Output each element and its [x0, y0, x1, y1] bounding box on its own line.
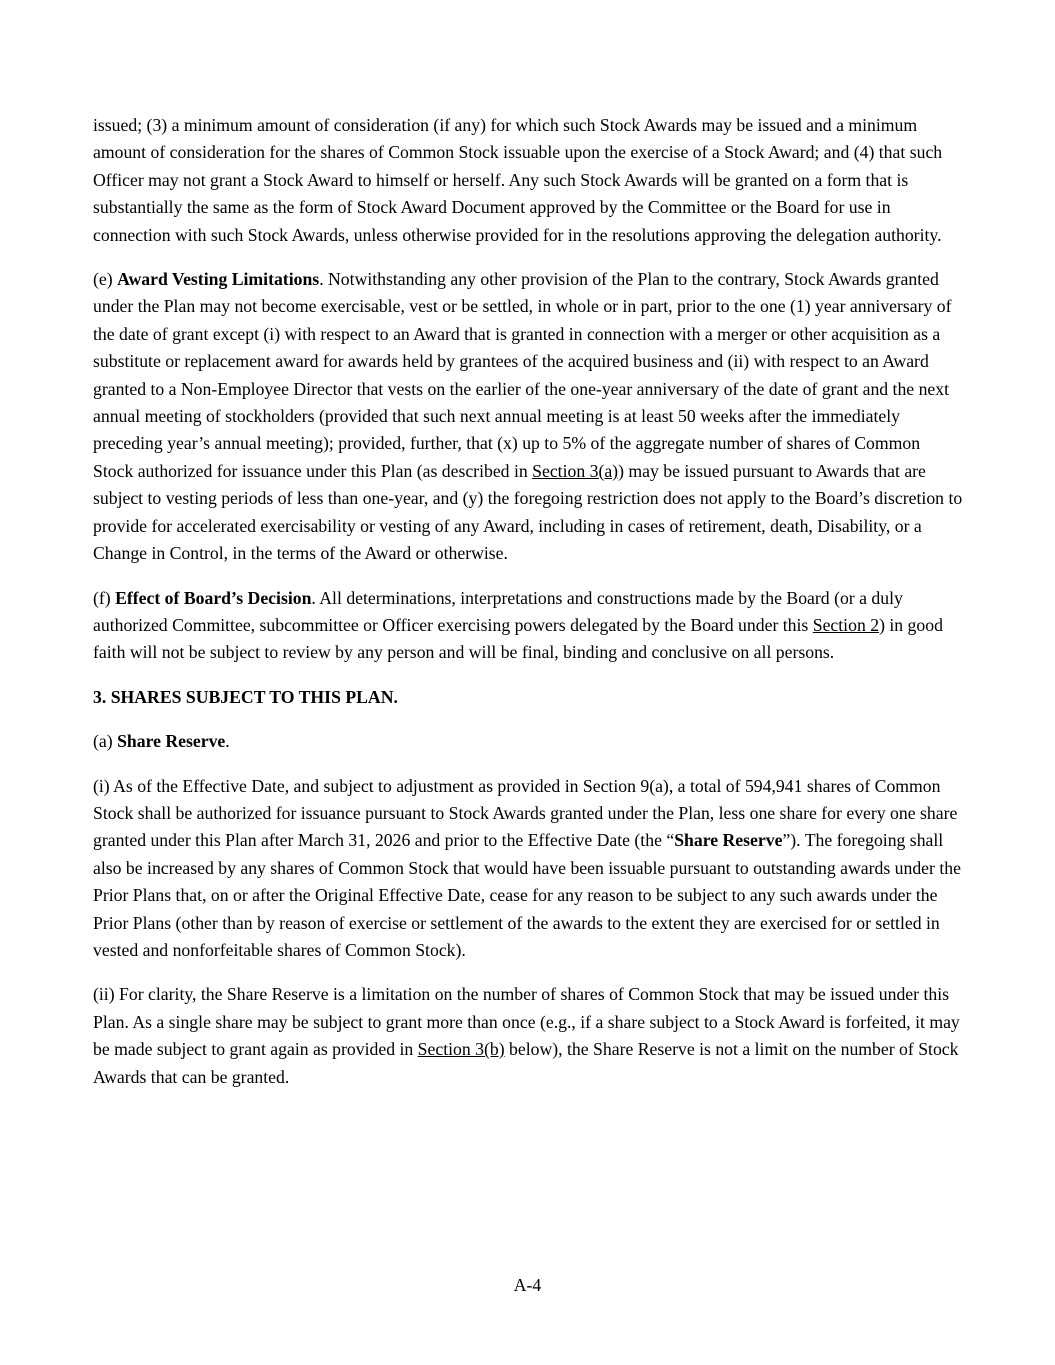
paragraph-text: ) may be issued pursuant to Awards that are subject to vesting periods of less than one-year, and (y) the foregoing restriction does not apply to the Board’s discretion to provide for accelerated exercisability or vesting of any Award, including in cases of retirement, death, Disability, or a Change in Control, in the terms of the Award or otherwise.: [93, 460, 963, 564]
paragraph-share-reserve-i: [93, 773, 963, 965]
clause-label: (a): [93, 731, 118, 752]
document-body: [93, 112, 963, 1108]
page-number: A-4: [513, 1275, 542, 1295]
heading-text: 3. SHARES SUBJECT TO THIS PLAN.: [93, 686, 398, 707]
paragraph-officer-stock-awards: [93, 112, 963, 249]
section-2-link[interactable]: Section 2: [812, 614, 880, 635]
paragraph-text: . All determinations, interpretations and constructions made by the Board (or a duly authorized Committee, subcommittee or Officer exercising powers delegated by the Board under this: [93, 587, 903, 635]
paragraph-text: ”). The foregoing shall also be increased by any shares of Common Stock that would have been issuable pursuant to outstanding awards under the Prior Plans that, on or after the Original Effective Date, cease for any reason to be subject to any such awards under the Prior Plans (other than by reason of exercise or settlement of the awards to the extent they are exercised for or settled in vested and nonforfeitable shares of Common Stock).: [93, 830, 961, 960]
paragraph-text: below), the Share Reserve is not a limit on the number of Stock Awards that can be granted.: [93, 1039, 959, 1087]
paragraph-share-reserve-ii: [93, 981, 963, 1091]
paragraph-text: (i) As of the Effective Date, and subject to adjustment as provided in Section 9(a), a total of 594,941 shares of Common Stock shall be authorized for issuance pursuant to Stock Awards granted under the Plan, less one share for every one share granted under this Plan after March 31, 2026 and prior to the Effective Date (the “: [93, 775, 958, 851]
defined-term-share-reserve: Share Reserve: [674, 830, 783, 851]
paragraph-text: . Notwithstanding any other provision of the Plan to the contrary, Stock Awards granted under the Plan may not become exercisable, vest or be settled, in whole or in part, prior to the one (1) year anniversary of the date of grant except (i) with respect to an Award that is granted in connection with a merger or other acquisition as a substitute or replacement award for awards held by grantees of the acquired business and (ii) with respect to an Award granted to a Non-Employee Director that vests on the earlier of the one-year anniversary of the date of grant and the next annual meeting of stockholders (provided that such next annual meeting is at least 50 weeks after the immediately preceding year’s annual meeting); provided, further, that (x) up to 5% of the aggregate number of shares of Common Stock authorized for issuance under this Plan (as described in: [93, 269, 952, 481]
paragraph-text: (ii) For clarity, the Share Reserve is a limitation on the number of shares of Common Stock that may be issued under this Plan. As a single share may be subject to grant more than once (e.g., if a share subject to a Stock Award is forfeited, it may be made subject to grant again as provided in: [93, 984, 960, 1060]
paragraph-share-reserve-heading: [93, 728, 963, 755]
clause-title: Share Reserve: [117, 731, 226, 752]
clause-label: (e): [93, 269, 118, 290]
clause-title: Award Vesting Limitations: [117, 269, 320, 290]
paragraph-text: issued; (3) a minimum amount of consideration (if any) for which such Stock Awards may be issued and a minimum amount of consideration for the shares of Common Stock issuable upon the exercise of a Stock Award; and (4) that such Officer may not grant a Stock Award to himself or herself. Any such Stock Awards will be granted on a form that is substantially the same as the form of Stock Award Document approved by the Committee or the Board for use in connection with such Stock Awards, unless otherwise provided for in the resolutions approving the delegation authority.: [93, 115, 943, 245]
paragraph-text: ) in good faith will not be subject to review by any person and will be final, binding and conclusive on all persons.: [93, 614, 943, 663]
section-heading-shares-subject-to-plan: [93, 684, 963, 711]
paragraph-text: .: [225, 731, 230, 752]
clause-label: (f): [93, 587, 116, 608]
section-3a-link[interactable]: Section 3(a): [532, 460, 619, 481]
clause-title: Effect of Board’s Decision: [115, 587, 312, 608]
section-3b-link[interactable]: Section 3(b): [417, 1039, 505, 1060]
paragraph-award-vesting-limitations: [93, 266, 963, 567]
paragraph-effect-of-board-decision: [93, 585, 963, 667]
